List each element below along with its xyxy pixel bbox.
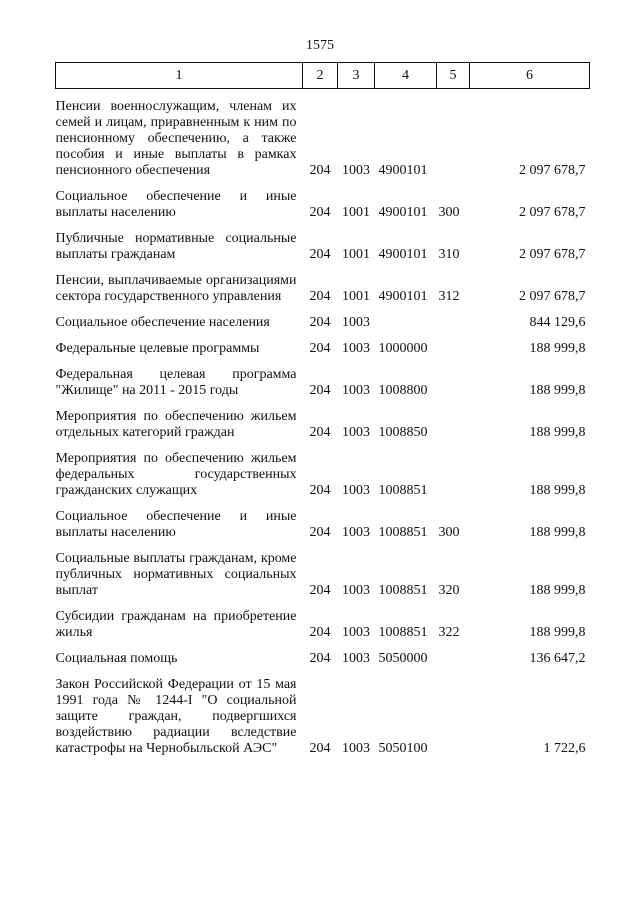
row-section-code: 1001 bbox=[342, 247, 370, 262]
table-row bbox=[56, 273, 590, 305]
row-expense-type bbox=[437, 367, 470, 399]
row-expense-type bbox=[437, 451, 470, 499]
row-section-code: 1003 bbox=[342, 651, 370, 666]
row-spacer bbox=[56, 541, 590, 551]
table-row bbox=[56, 509, 590, 541]
row-amount: 2 097 678,7 bbox=[519, 247, 586, 262]
row-target-article: 1008851 bbox=[378, 625, 428, 640]
row-section-code: 1001 bbox=[342, 205, 370, 220]
row-amount: 2 097 678,7 bbox=[519, 163, 586, 178]
row-spacer bbox=[56, 599, 590, 609]
row-expense-type bbox=[437, 651, 470, 667]
row-ministry-code: 204 bbox=[309, 205, 331, 220]
row-spacer-cell bbox=[56, 541, 590, 551]
row-name: Федеральная целевая программа "Жилище" на 2011 - 2015 годы bbox=[55, 367, 297, 398]
row-ministry-code: 204 bbox=[309, 247, 331, 262]
row-name: Социальное обеспечение населения bbox=[55, 315, 270, 330]
row-target-article: 1008851 bbox=[378, 583, 428, 598]
row-ministry-code: 204 bbox=[309, 651, 331, 666]
row-target-article: 4900101 bbox=[378, 163, 428, 178]
row-amount: 188 999,8 bbox=[529, 341, 586, 356]
row-spacer-cell bbox=[56, 599, 590, 609]
row-name: Мероприятия по обеспечению жильем отдельных категорий граждан bbox=[55, 409, 297, 440]
row-name: Федеральные целевые программы bbox=[55, 341, 260, 356]
row-spacer bbox=[56, 331, 590, 341]
row-ministry-code: 204 bbox=[309, 483, 331, 498]
row-target-article: 5050100 bbox=[378, 741, 428, 756]
row-name: Социальное обеспечение и иные выплаты населению bbox=[55, 509, 297, 540]
table-row bbox=[56, 409, 590, 441]
column-header-2: 2 bbox=[303, 63, 338, 89]
row-ministry-code: 204 bbox=[309, 315, 331, 330]
row-spacer bbox=[56, 221, 590, 231]
row-spacer bbox=[56, 179, 590, 189]
row-amount: 188 999,8 bbox=[529, 425, 586, 440]
row-spacer-cell bbox=[56, 357, 590, 367]
table-body bbox=[56, 89, 590, 758]
row-expense-type: 322 bbox=[438, 625, 460, 640]
column-header-1: 1 bbox=[56, 63, 303, 89]
row-target-article: 1008850 bbox=[378, 425, 428, 440]
row-expense-type bbox=[437, 409, 470, 441]
row-spacer bbox=[56, 89, 590, 100]
row-expense-type: 300 bbox=[438, 205, 460, 220]
row-expense-type: 320 bbox=[438, 583, 460, 598]
row-spacer-cell bbox=[56, 89, 590, 100]
row-expense-type bbox=[437, 677, 470, 757]
row-ministry-code: 204 bbox=[309, 625, 331, 640]
row-amount: 844 129,6 bbox=[529, 315, 586, 330]
row-ministry-code: 204 bbox=[309, 289, 331, 304]
row-amount: 188 999,8 bbox=[529, 583, 586, 598]
page-number: 1575 bbox=[306, 38, 334, 53]
table-row bbox=[56, 609, 590, 641]
row-name: Социальная помощь bbox=[55, 651, 178, 666]
row-spacer-cell bbox=[56, 667, 590, 677]
row-spacer-cell bbox=[56, 641, 590, 651]
row-spacer-cell bbox=[56, 499, 590, 509]
row-section-code: 1001 bbox=[342, 289, 370, 304]
row-expense-type: 300 bbox=[438, 525, 460, 540]
row-spacer bbox=[56, 357, 590, 367]
row-amount: 136 647,2 bbox=[529, 651, 586, 666]
table-row bbox=[56, 551, 590, 599]
row-ministry-code: 204 bbox=[309, 425, 331, 440]
row-ministry-code: 204 bbox=[309, 583, 331, 598]
row-ministry-code: 204 bbox=[309, 525, 331, 540]
row-spacer-cell bbox=[56, 305, 590, 315]
row-spacer-cell bbox=[56, 221, 590, 231]
row-section-code: 1003 bbox=[342, 625, 370, 640]
row-target-article bbox=[375, 315, 437, 331]
row-spacer bbox=[56, 399, 590, 409]
row-section-code: 1003 bbox=[342, 341, 370, 356]
row-name: Закон Российской Федерации от 15 мая 1991 года № 1244-I "О социальной защите граждан, подвергшихся воздействию радиации вследствие катастрофы на Чернобыльской АЭС" bbox=[55, 677, 297, 756]
row-ministry-code: 204 bbox=[309, 383, 331, 398]
row-expense-type bbox=[437, 315, 470, 331]
row-spacer bbox=[56, 641, 590, 651]
table-row bbox=[56, 651, 590, 667]
row-amount: 188 999,8 bbox=[529, 525, 586, 540]
row-name: Пенсии военнослужащим, членам их семей и лицам, приравненным к ним по пенсионному обеспечению, а также пособия и иные выплаты в рамках пенсионного обеспечения bbox=[55, 99, 297, 178]
table-row bbox=[56, 231, 590, 263]
row-expense-type: 312 bbox=[438, 289, 460, 304]
row-expense-type bbox=[437, 341, 470, 357]
row-spacer bbox=[56, 441, 590, 451]
table-row bbox=[56, 367, 590, 399]
row-expense-type: 310 bbox=[438, 247, 460, 262]
row-spacer bbox=[56, 305, 590, 315]
row-amount: 2 097 678,7 bbox=[519, 205, 586, 220]
row-ministry-code: 204 bbox=[309, 341, 331, 356]
table-row bbox=[56, 189, 590, 221]
row-expense-type bbox=[437, 99, 470, 179]
row-spacer-cell bbox=[56, 263, 590, 273]
row-target-article: 1008851 bbox=[378, 525, 428, 540]
row-spacer-cell bbox=[56, 179, 590, 189]
column-header-4: 4 bbox=[375, 63, 437, 89]
row-ministry-code: 204 bbox=[309, 163, 331, 178]
row-name: Социальное обеспечение и иные выплаты населению bbox=[55, 189, 297, 220]
row-amount: 2 097 678,7 bbox=[519, 289, 586, 304]
row-target-article: 1000000 bbox=[378, 341, 428, 356]
row-name: Пенсии, выплачиваемые организациями сектора государственного управления bbox=[55, 273, 297, 304]
column-header-5: 5 bbox=[437, 63, 470, 89]
row-amount: 188 999,8 bbox=[529, 625, 586, 640]
table-row bbox=[56, 99, 590, 179]
row-name: Мероприятия по обеспечению жильем федеральных государственных гражданских служащих bbox=[55, 451, 297, 498]
budget-table bbox=[55, 62, 590, 757]
table-row bbox=[56, 451, 590, 499]
table-row bbox=[56, 677, 590, 757]
column-header-3: 3 bbox=[338, 63, 375, 89]
row-target-article: 5050000 bbox=[378, 651, 428, 666]
row-name: Социальные выплаты гражданам, кроме публичных нормативных социальных выплат bbox=[55, 551, 297, 598]
row-section-code: 1003 bbox=[342, 741, 370, 756]
table-header-row bbox=[56, 63, 590, 89]
row-section-code: 1003 bbox=[342, 383, 370, 398]
row-name: Субсидии гражданам на приобретение жилья bbox=[55, 609, 297, 640]
table-row bbox=[56, 315, 590, 331]
column-header-6: 6 bbox=[470, 63, 590, 89]
row-target-article: 4900101 bbox=[378, 289, 428, 304]
row-section-code: 1003 bbox=[342, 583, 370, 598]
row-target-article: 1008851 bbox=[378, 483, 428, 498]
table-row bbox=[56, 341, 590, 357]
row-spacer bbox=[56, 667, 590, 677]
row-spacer-cell bbox=[56, 399, 590, 409]
row-section-code: 1003 bbox=[342, 525, 370, 540]
row-amount: 188 999,8 bbox=[529, 483, 586, 498]
row-name: Публичные нормативные социальные выплаты гражданам bbox=[55, 231, 297, 262]
row-spacer-cell bbox=[56, 331, 590, 341]
row-section-code: 1003 bbox=[342, 483, 370, 498]
row-target-article: 1008800 bbox=[378, 383, 428, 398]
row-spacer-cell bbox=[56, 441, 590, 451]
row-ministry-code: 204 bbox=[309, 741, 331, 756]
row-section-code: 1003 bbox=[342, 163, 370, 178]
row-target-article: 4900101 bbox=[378, 205, 428, 220]
row-spacer bbox=[56, 263, 590, 273]
row-target-article: 4900101 bbox=[378, 247, 428, 262]
row-section-code: 1003 bbox=[342, 425, 370, 440]
row-section-code: 1003 bbox=[342, 315, 370, 330]
row-amount: 188 999,8 bbox=[529, 383, 586, 398]
row-spacer bbox=[56, 499, 590, 509]
row-amount: 1 722,6 bbox=[543, 741, 586, 756]
